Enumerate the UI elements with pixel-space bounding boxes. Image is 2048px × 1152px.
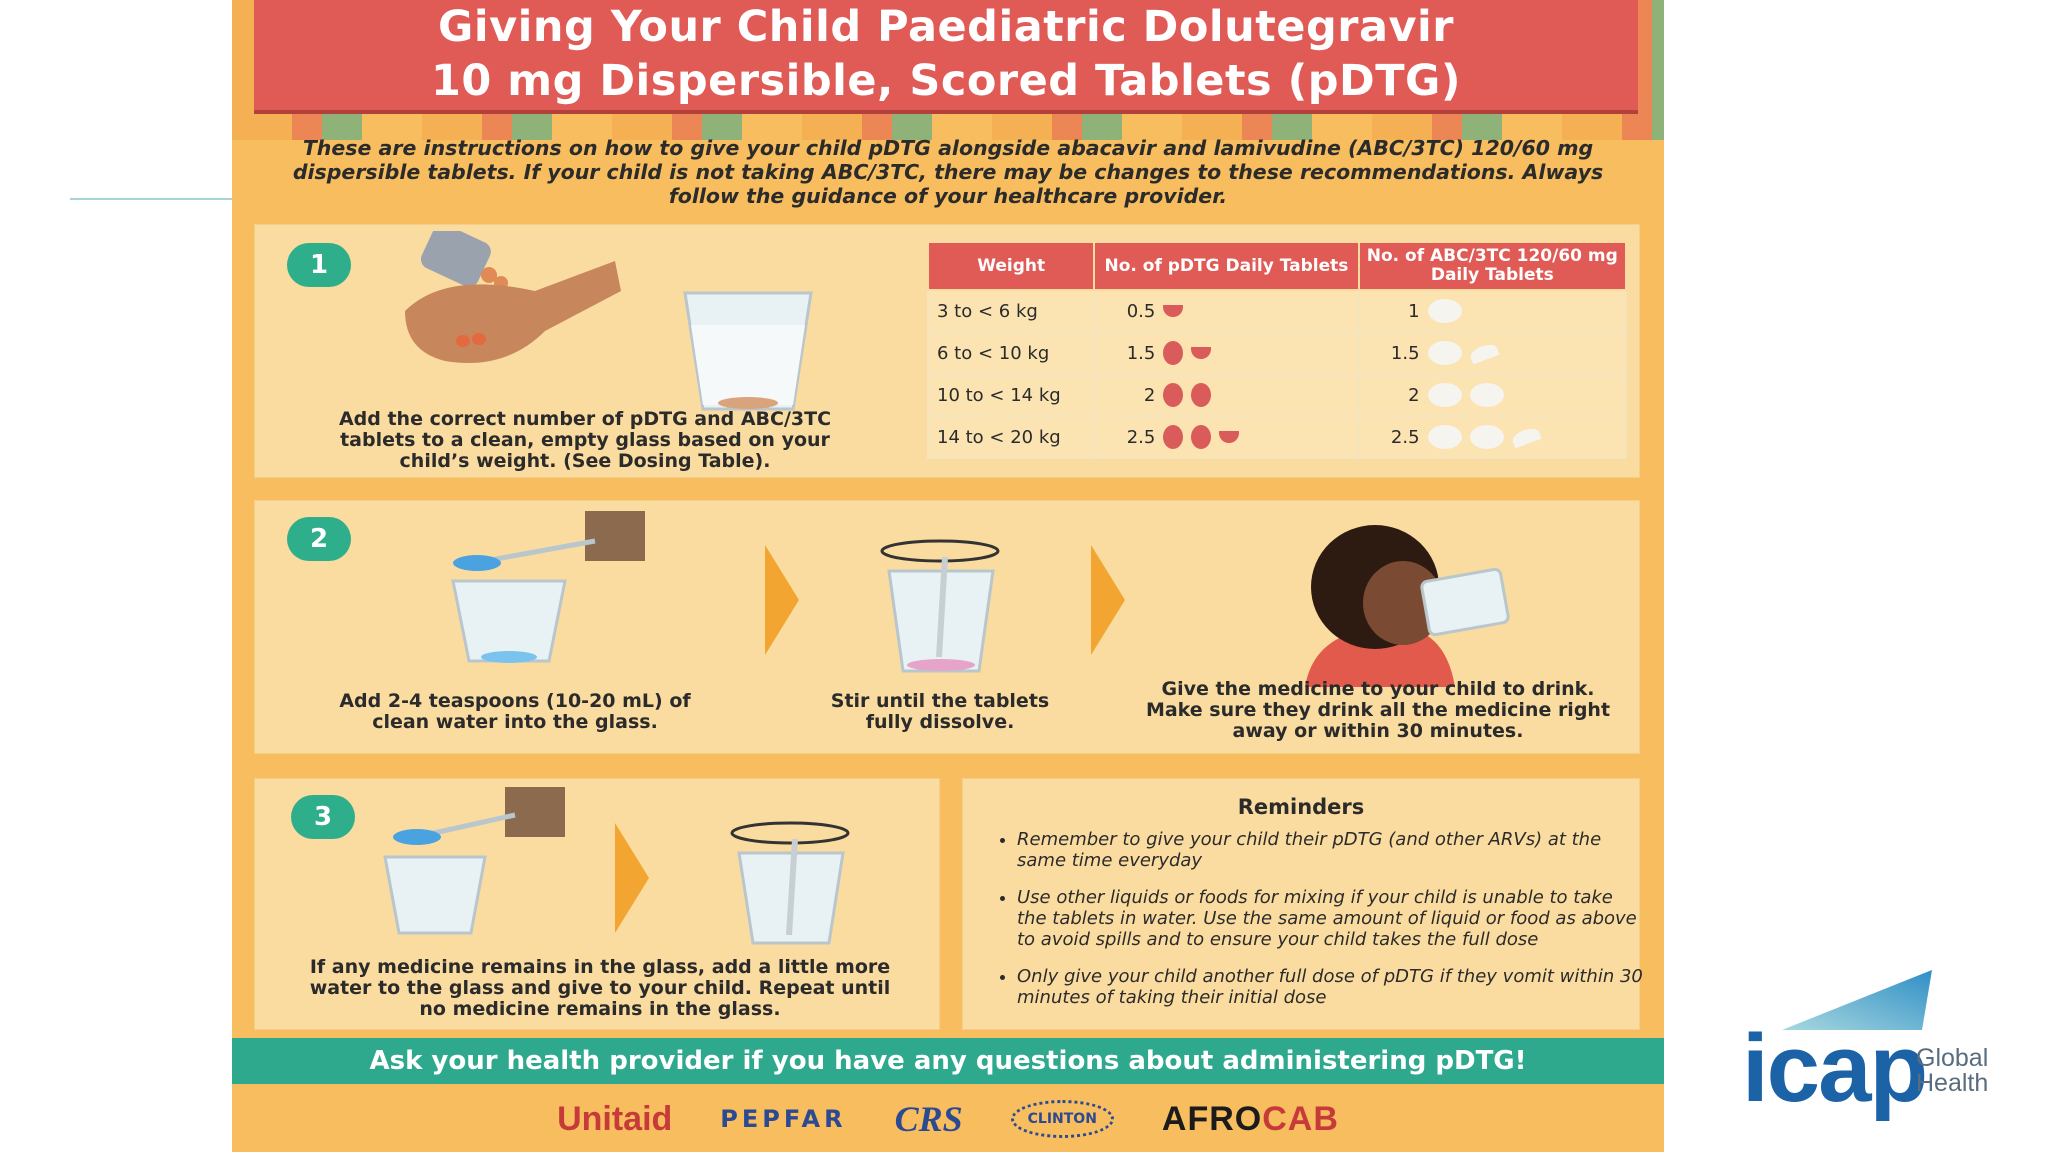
teaspoon-water-glass-illustration [365, 787, 565, 937]
table-row [928, 416, 1626, 458]
list-item: • Use other liquids or foods for mixing if your child is unable to take the tablets in water. Use the same amount of liquid or food as above to avoid spills and to ensure your child takes the full dose [1017, 887, 1647, 950]
step3-panel [254, 778, 940, 1030]
poster [232, 0, 1664, 1152]
abc-tablet-icon [1428, 383, 1462, 407]
step2-badge: 2 [287, 517, 351, 561]
cell-weight: 3 to < 6 kg [928, 290, 1094, 332]
table-row [928, 290, 1626, 332]
title-banner [254, 0, 1638, 114]
slide-divider-line [70, 198, 232, 200]
partner-logos [232, 1086, 1664, 1152]
cell-abc [1359, 416, 1626, 458]
pdtg-count: 2 [1143, 384, 1156, 406]
step-arrow-icon [765, 545, 799, 655]
step3-caption: If any medicine remains in the glass, add a little more water to the glass and give to your child. Repeat until no medicine remains in the glass. [309, 956, 891, 1020]
reminders-title: Reminders [1237, 795, 1365, 819]
cell-pdtg [1094, 416, 1358, 458]
step2-caption-water: Add 2-4 teaspoons (10-20 mL) of clean water into the glass. [339, 690, 691, 733]
afrocab-logo-afro: AFRO [1161, 1099, 1263, 1138]
cell-abc [1359, 332, 1626, 374]
abc-tablet-icon [1428, 299, 1462, 323]
pdtg-half-tablet-icon [1163, 305, 1183, 317]
title-line-2: 10 mg Dispersible, Scored Tablets (pDTG) [431, 56, 1461, 106]
pdtg-half-tablet-icon [1219, 431, 1239, 443]
pdtg-tablet-icon [1163, 383, 1183, 407]
cell-pdtg [1094, 290, 1358, 332]
table-row [928, 374, 1626, 416]
pdtg-count: 1.5 [1126, 342, 1156, 364]
afrocab-logo [1162, 1100, 1339, 1139]
cell-weight: 14 to < 20 kg [928, 416, 1094, 458]
abc-tablet-icon [1470, 383, 1504, 407]
cell-weight: 10 to < 14 kg [928, 374, 1094, 416]
reminders-list [991, 829, 1647, 1024]
header-pdtg: No. of pDTG Daily Tablets [1094, 242, 1358, 290]
step-arrow-icon [615, 823, 649, 933]
footer-banner: Ask your health provider if you have any questions about administering pDTG! [232, 1038, 1664, 1084]
pdtg-tablet-icon [1163, 341, 1183, 365]
pdtg-tablet-icon [1191, 425, 1211, 449]
stirring-glass-illustration [875, 537, 1005, 677]
list-item: • Remember to give your child their pDTG (and other ARVs) at the same time everyday [1017, 829, 1647, 871]
pdtg-tablet-icon [1163, 425, 1183, 449]
abc-count: 1 [1408, 300, 1420, 322]
hand-with-tablets-illustration [385, 231, 625, 381]
dosing-table-header [928, 242, 1626, 290]
pepfar-logo: PEPFAR [720, 1105, 847, 1133]
pdtg-count: 2.5 [1126, 426, 1156, 448]
cell-pdtg [1094, 332, 1358, 374]
child-drinking-illustration [1285, 517, 1515, 687]
list-item: • Only give your child another full dose of pDTG if they vomit within 30 minutes of taking their initial dose [1017, 966, 1647, 1008]
step3-badge: 3 [291, 795, 355, 839]
unitaid-logo: Unitaid [557, 1099, 673, 1138]
icap-wordmark: icap [1742, 1015, 1927, 1122]
stirring-glass-illustration [725, 819, 855, 949]
dosing-table [927, 241, 1627, 459]
title-line-1: Giving Your Child Paediatric Dolutegravir [438, 2, 1454, 52]
step1-panel [254, 224, 1640, 478]
pdtg-half-tablet-icon [1191, 347, 1211, 359]
pdtg-tablet-icon [1191, 383, 1211, 407]
cell-pdtg [1094, 374, 1358, 416]
abc-count: 1.5 [1390, 342, 1420, 364]
abc-half-tablet-icon [1468, 342, 1499, 365]
teaspoon-water-glass-illustration [425, 511, 645, 671]
cell-weight: 6 to < 10 kg [928, 332, 1094, 374]
header-abc: No. of ABC/3TC 120/60 mg Daily Tablets [1359, 242, 1626, 290]
table-row [928, 332, 1626, 374]
abc-half-tablet-icon [1510, 426, 1541, 449]
clinton-logo: CLINTON [1011, 1100, 1114, 1138]
step2-caption-stir: Stir until the tablets fully dissolve. [830, 690, 1050, 733]
icap-logo [1742, 970, 2002, 1120]
reminders-panel [962, 778, 1643, 1030]
icap-health-text: Health [1916, 1069, 1989, 1097]
empty-glass-illustration [673, 285, 823, 415]
crs-logo: CRS [894, 1099, 963, 1139]
pdtg-count: 0.5 [1126, 300, 1156, 322]
step2-panel [254, 500, 1640, 754]
icap-global-text: Global [1916, 1044, 1989, 1072]
step1-caption: Add the correct number of pDTG and ABC/3TC tablets to a clean, empty glass based on your child’s weight. (See Dosing Table). [338, 408, 832, 472]
afrocab-logo-cab: CAB [1262, 1099, 1339, 1138]
step1-badge: 1 [287, 243, 351, 287]
abc-tablet-icon [1428, 425, 1462, 449]
abc-count: 2.5 [1390, 426, 1420, 448]
abc-tablet-icon [1470, 425, 1504, 449]
abc-count: 2 [1408, 384, 1420, 406]
cell-abc [1359, 374, 1626, 416]
abc-tablet-icon [1428, 341, 1462, 365]
header-weight: Weight [928, 242, 1094, 290]
intro-text: These are instructions on how to give your child pDTG alongside abacavir and lamivudine (ABC/3TC) 120/60 mg dispersible tablets. If your child is not taking ABC/3TC, there may be changes to these recommendations. Always follow the guidance of your healthcare provider. [292, 136, 1604, 208]
step-arrow-icon [1091, 545, 1125, 655]
cell-abc [1359, 290, 1626, 332]
icap-tagline [1916, 1046, 1988, 1096]
step2-caption-drink: Give the medicine to your child to drink. Make sure they drink all the medicine right away or within 30 minutes. [1145, 678, 1611, 742]
